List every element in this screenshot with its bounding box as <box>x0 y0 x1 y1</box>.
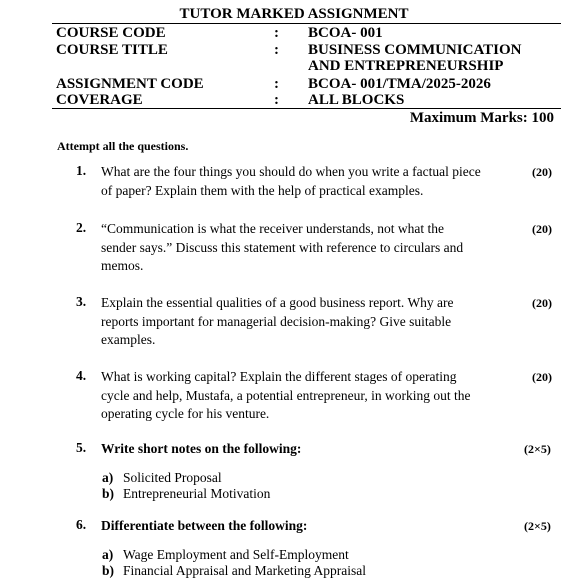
question-marks: (2×5) <box>524 519 551 533</box>
question-line: examples. <box>101 332 156 347</box>
maximum-marks: Maximum Marks: 100 <box>409 110 554 126</box>
coverage-value: ALL BLOCKS <box>308 92 405 108</box>
question-number: 6. <box>76 517 87 532</box>
question-number: 1. <box>76 163 87 178</box>
course-title-value-line1: BUSINESS COMMUNICATION <box>308 42 522 58</box>
question-text <box>101 368 497 424</box>
question-line: “Communication is what the receiver understands, not what the <box>101 221 445 236</box>
question-number: 3. <box>76 294 87 309</box>
header-rule <box>52 108 561 109</box>
question-line: memos. <box>101 258 144 273</box>
sub-item-text: Entrepreneurial Motivation <box>123 486 271 501</box>
sub-item <box>102 563 366 579</box>
question-line: Explain the essential qualities of a good business report. Why are <box>101 295 454 310</box>
course-code-label: COURSE CODE <box>56 25 166 41</box>
assignment-code-value: BCOA- 001/TMA/2025-2026 <box>308 76 491 92</box>
question-line: of paper? Explain them with the help of practical examples. <box>101 182 424 198</box>
sub-item-text: Solicited Proposal <box>123 470 222 485</box>
assignment-code-colon: : <box>274 76 279 92</box>
sub-item-letter: b) <box>102 563 115 578</box>
question-line: reports important for managerial decision-making? Give suitable <box>101 313 452 329</box>
document-title: TUTOR MARKED ASSIGNMENT <box>179 6 409 22</box>
question-line: What is working capital? Explain the different stages of operating <box>101 369 457 384</box>
question-text: Write short notes on the following: <box>101 441 302 456</box>
course-title-value-line2: AND ENTREPRENEURSHIP <box>308 58 504 74</box>
sub-item-text: Wage Employment and Self-Employment <box>123 547 349 562</box>
sub-item <box>102 547 349 563</box>
sub-item-letter: b) <box>102 486 115 501</box>
question-line: sender says.” Discuss this statement with reference to circulars and <box>101 239 464 255</box>
sub-item-text: Financial Appraisal and Marketing Appraisal <box>123 563 366 578</box>
question-text <box>101 220 497 276</box>
question-text <box>101 294 497 350</box>
coverage-colon: : <box>274 92 279 108</box>
question-marks: (20) <box>532 296 552 310</box>
question-number: 2. <box>76 220 87 235</box>
question-marks: (20) <box>532 165 552 179</box>
course-code-colon: : <box>274 25 279 41</box>
question-number: 4. <box>76 368 87 383</box>
sub-item-letter: a) <box>102 547 114 562</box>
question-marks: (20) <box>532 222 552 236</box>
sub-item <box>102 470 222 486</box>
coverage-label: COVERAGE <box>56 92 143 108</box>
question-text: Differentiate between the following: <box>101 518 308 533</box>
assignment-code-label: ASSIGNMENT CODE <box>56 76 204 92</box>
question-marks: (20) <box>532 370 552 384</box>
question-number: 5. <box>76 440 87 455</box>
course-title-label: COURSE TITLE <box>56 42 168 58</box>
course-title-colon: : <box>274 42 279 58</box>
sub-item <box>102 486 270 502</box>
sub-item-letter: a) <box>102 470 114 485</box>
question-line: operating cycle for his venture. <box>101 406 270 421</box>
question-marks: (2×5) <box>524 442 551 456</box>
title-rule <box>52 23 561 24</box>
question-line: What are the four things you should do when you write a factual piece <box>101 164 481 179</box>
question-text <box>101 163 497 200</box>
course-code-value: BCOA- 001 <box>308 25 383 41</box>
question-line: cycle and help, Mustafa, a potential entrepreneur, in working out the <box>101 387 471 403</box>
instruction: Attempt all the questions. <box>57 139 189 153</box>
